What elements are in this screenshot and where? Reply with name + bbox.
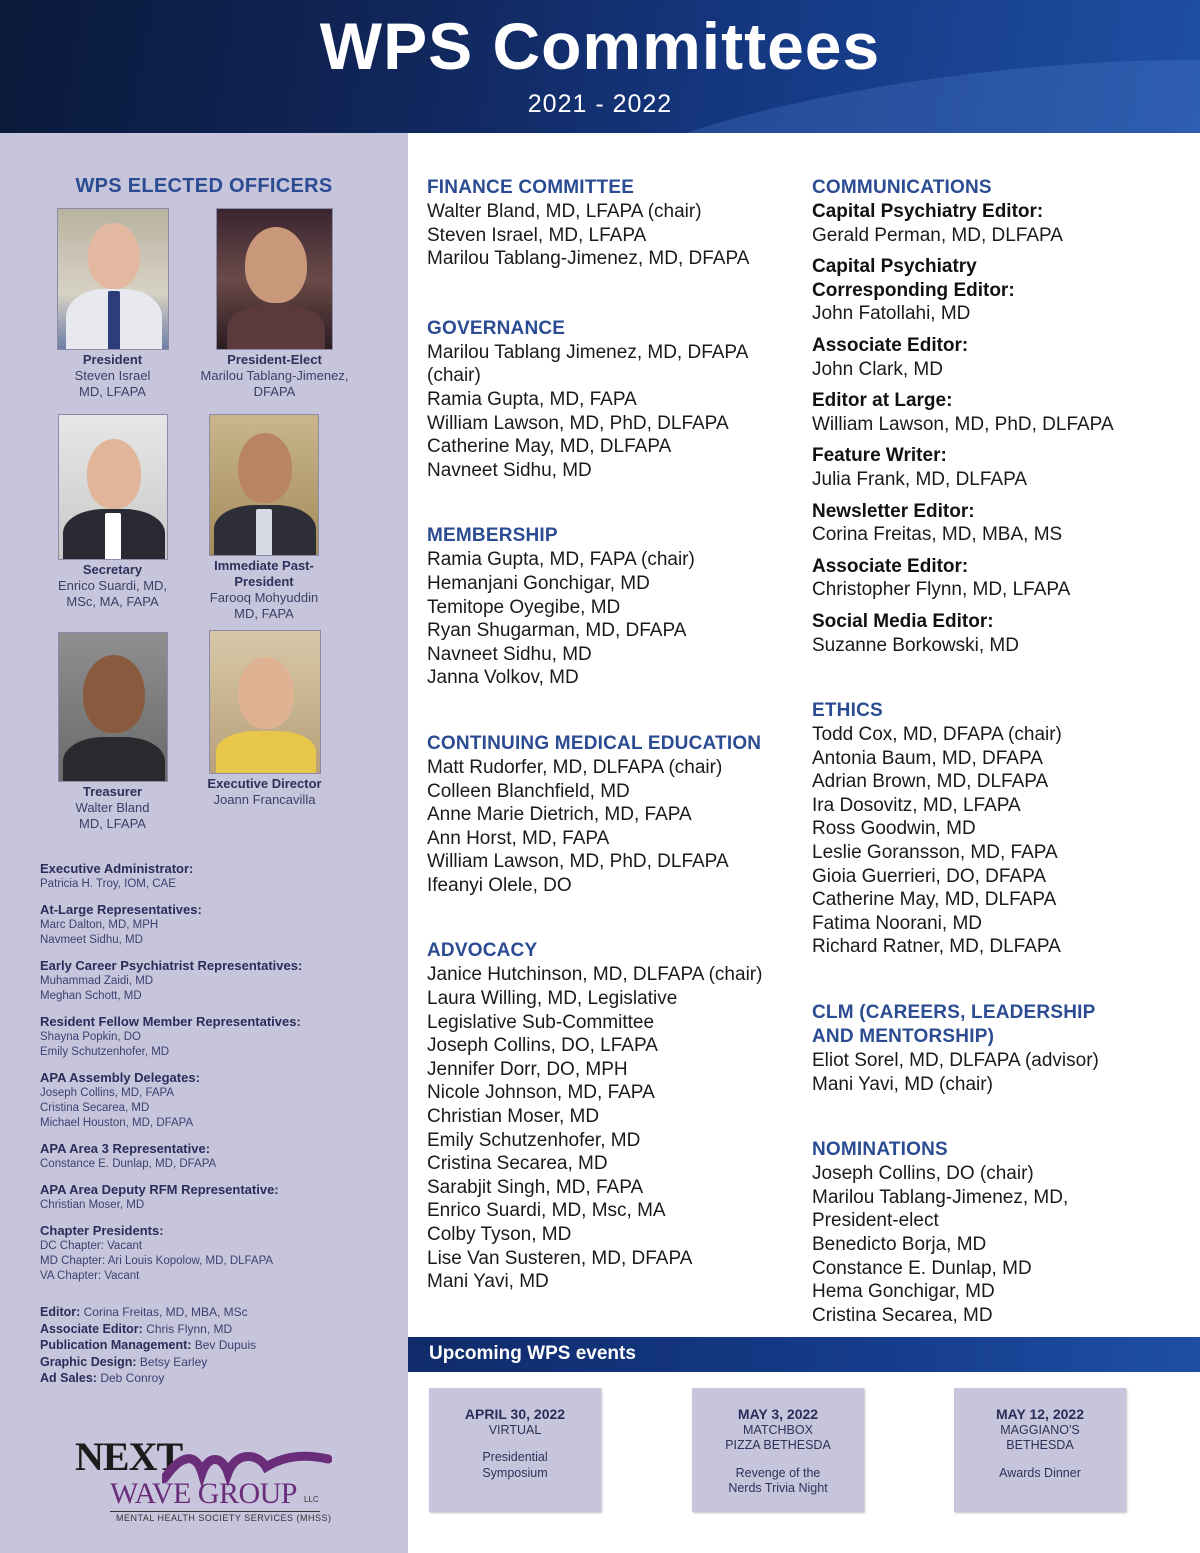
executive-director-name: Joann Francavilla — [213, 792, 316, 807]
committee-member: Ramia Gupta, MD, FAPA — [427, 388, 637, 410]
rep-group — [40, 1223, 400, 1284]
rep-name: Muhammad Zaidi, MD — [40, 975, 154, 987]
credit-publication-management: Publication Management: Bev Dupuis — [40, 1338, 257, 1352]
comm-role-label: Editor at Large: — [812, 390, 953, 412]
comm-role-name: Gerald Perman, MD, DLFAPA — [812, 224, 1063, 246]
executive-director-role: Executive Director — [207, 776, 322, 791]
committee-member: Navneet Sidhu, MD — [427, 643, 592, 665]
secretary-credentials: MSc, MA, FAPA — [66, 594, 159, 609]
logo-tagline: MENTAL HEALTH SOCIETY SERVICES (MHSS) — [116, 1513, 332, 1523]
rep-name: Emily Schutzenhofer, MD — [40, 1046, 170, 1058]
rep-group — [40, 1014, 400, 1060]
committee-member: Richard Ratner, MD, DLFAPA — [812, 936, 1061, 958]
committee-heading: CLM (CAREERS, LEADERSHIP AND MENTORSHIP) — [812, 1002, 1096, 1048]
past-president-photo — [209, 414, 319, 556]
event-venue: BETHESDA — [1006, 1438, 1074, 1452]
event-venue: MATCHBOX — [743, 1422, 813, 1437]
event-description: Nerds Trivia Night — [728, 1481, 828, 1495]
committee-member: Emily Schutzenhofer, MD — [427, 1129, 641, 1151]
treasurer-name: Walter Bland — [75, 800, 150, 815]
committee-member: Joseph Collins, DO (chair) — [812, 1163, 1034, 1185]
comm-role-label: Capital Psychiatry Corresponding Editor: — [812, 256, 1015, 301]
representatives-list — [40, 861, 400, 1387]
committee-member: President-elect — [812, 1210, 939, 1232]
comm-role-name: William Lawson, MD, PhD, DLFAPA — [812, 413, 1114, 435]
credit-associate-editor: Associate Editor: Chris Flynn, MD — [40, 1321, 233, 1336]
event-card — [429, 1388, 601, 1512]
committee-member: Jennifer Dorr, DO, MPH — [427, 1058, 628, 1080]
comm-role-label: Capital Psychiatry Editor: — [812, 201, 1044, 222]
president-role: President — [82, 352, 143, 367]
committee-member: Walter Bland, MD, LFAPA (chair) — [427, 201, 702, 222]
rep-name: Navmeet Sidhu, MD — [40, 934, 143, 946]
event-card — [954, 1388, 1126, 1512]
committee-member: Joseph Collins, DO, LFAPA — [427, 1035, 658, 1057]
committee-member: Antonia Baum, MD, DFAPA — [812, 747, 1043, 769]
committees-column-1 — [427, 176, 797, 1318]
rep-group — [40, 1070, 400, 1131]
president-elect-photo — [216, 208, 333, 350]
rep-group — [40, 902, 400, 948]
committee-member: Janice Hutchinson, MD, DLFAPA (chair) — [427, 964, 763, 986]
event-description: Awards Dinner — [999, 1465, 1081, 1480]
logo-llc: LLC — [304, 1495, 319, 1504]
rep-name: Joseph Collins, MD, FAPA — [40, 1087, 175, 1099]
committee-member: Marilou Tablang Jimenez, MD, DFAPA — [427, 341, 749, 363]
rep-group — [40, 1182, 400, 1213]
officers-heading: WPS ELECTED OFFICERS — [75, 175, 333, 197]
president-elect-credentials: DFAPA — [253, 384, 296, 399]
event-venue: MAGGIANO'S — [1000, 1422, 1080, 1437]
event-description: Revenge of the — [735, 1465, 821, 1480]
comm-role — [812, 389, 1192, 436]
credit-ad-sales: Ad Sales: Deb Conroy — [40, 1371, 165, 1385]
comm-role — [812, 255, 1192, 326]
committee-advocacy — [427, 939, 797, 1293]
comm-role — [812, 334, 1192, 381]
events-title: Upcoming WPS events — [429, 1343, 636, 1364]
secretary-role: Secretary — [82, 562, 143, 577]
committee-heading: MEMBERSHIP — [427, 525, 558, 547]
committee-member: Fatima Noorani, MD — [812, 912, 982, 934]
rep-name: Constance E. Dunlap, MD, DFAPA — [40, 1158, 217, 1170]
treasurer-role: Treasurer — [82, 784, 143, 799]
committee-member: Catherine May, MD, DLFAPA — [427, 436, 672, 458]
committee-ethics — [812, 699, 1192, 959]
rep-name: Christian Moser, MD — [40, 1199, 145, 1211]
committee-member: Leslie Goransson, MD, FAPA — [812, 842, 1058, 864]
comm-role-label: Social Media Editor: — [812, 610, 994, 632]
sidebar — [0, 133, 408, 1553]
treasurer-photo — [58, 632, 168, 782]
committee-member: Mani Yavi, MD (chair) — [812, 1073, 993, 1095]
event-date: APRIL 30, 2022 — [464, 1406, 566, 1422]
committee-heading: ETHICS — [812, 700, 883, 722]
page-header — [0, 0, 1200, 133]
rep-title: APA Area 3 Representative: — [40, 1141, 211, 1156]
comm-role-name: Corina Freitas, MD, MBA, MS — [812, 524, 1063, 546]
officer-past-president — [195, 414, 333, 622]
officer-president-elect — [192, 208, 357, 400]
rep-title: APA Area Deputy RFM Representative: — [40, 1182, 279, 1197]
committee-member: Navneet Sidhu, MD — [427, 459, 592, 481]
rep-group — [40, 861, 400, 892]
rep-title: Executive Administrator: — [40, 861, 194, 876]
rep-name: Meghan Schott, MD — [40, 990, 142, 1002]
committee-member: Nicole Johnson, MD, FAPA — [427, 1082, 655, 1104]
secretary-name: Enrico Suardi, MD, — [57, 578, 168, 593]
committee-member: Laura Willing, MD, Legislative — [427, 988, 678, 1010]
committee-member: Ira Dosovitz, MD, LFAPA — [812, 794, 1021, 816]
rep-title: Early Career Psychiatrist Representatives: — [40, 958, 303, 973]
executive-director-photo — [209, 630, 321, 774]
committee-member: Cristina Secarea, MD — [427, 1153, 608, 1175]
committee-communications — [812, 176, 1192, 657]
comm-role — [812, 500, 1192, 547]
events-area — [408, 1372, 1200, 1553]
committee-member: Mani Yavi, MD — [427, 1271, 549, 1293]
committee-clm — [812, 1001, 1192, 1096]
committee-member: Colby Tyson, MD — [427, 1224, 572, 1245]
committee-member: Temitope Oyegibe, MD — [427, 596, 621, 618]
president-name: Steven Israel — [74, 368, 151, 383]
committee-member: Benedicto Borja, MD — [812, 1234, 987, 1255]
committee-member: Gioia Guerrieri, DO, DFAPA — [812, 865, 1047, 887]
rep-group — [40, 1141, 400, 1172]
credit-graphic-design: Graphic Design: Betsy Earley — [40, 1354, 208, 1369]
comm-role-label: Associate Editor: — [812, 555, 969, 577]
officer-secretary — [40, 414, 185, 610]
comm-role-label: Newsletter Editor: — [812, 500, 975, 522]
comm-role — [812, 444, 1192, 491]
committee-member: Catherine May, MD, DLFAPA — [812, 889, 1057, 911]
committee-member: (chair) — [427, 365, 481, 387]
rep-name: Patricia H. Troy, IOM, CAE — [40, 878, 176, 890]
page-title: WPS Committees — [319, 9, 881, 83]
rep-group — [40, 958, 400, 1004]
past-president-name: Farooq Mohyuddin — [209, 590, 319, 605]
committee-member: Ross Goodwin, MD — [812, 818, 976, 840]
officer-treasurer — [40, 632, 185, 832]
rep-name: MD Chapter: Ari Louis Kopolow, MD, DLFAPA — [40, 1255, 274, 1267]
committee-member: Ann Horst, MD, FAPA — [427, 827, 610, 849]
committee-membership — [427, 524, 797, 690]
credit-editor: Editor: Corina Freitas, MD, MBA, MSc — [40, 1305, 248, 1319]
event-description: Presidential — [482, 1450, 548, 1464]
past-president-role-1: Immediate Past- — [214, 558, 314, 573]
rep-name: DC Chapter: Vacant — [40, 1240, 143, 1252]
president-credentials: MD, LFAPA — [79, 384, 146, 399]
committee-member: William Lawson, MD, PhD, DLFAPA — [427, 851, 729, 873]
committee-governance — [427, 317, 797, 483]
rep-name: Marc Dalton, MD, MPH — [40, 919, 159, 931]
committee-member: Constance E. Dunlap, MD — [812, 1257, 1032, 1279]
logo-next: NEXT — [75, 1434, 183, 1479]
committee-member: Ramia Gupta, MD, FAPA (chair) — [427, 549, 695, 571]
committee-member: Marilou Tablang-Jimenez, MD, DFAPA — [427, 248, 750, 270]
comm-role-label: Feature Writer: — [812, 445, 947, 467]
committee-cme — [427, 732, 797, 898]
committee-heading: GOVERNANCE — [427, 317, 566, 339]
past-president-role-2: President — [234, 574, 294, 589]
committee-member: Enrico Suardi, MD, Msc, MA — [427, 1200, 666, 1222]
committee-member: Ifeanyi Olele, DO — [427, 874, 572, 896]
comm-role-name: John Clark, MD — [812, 358, 943, 380]
committee-member: Todd Cox, MD, DFAPA (chair) — [812, 724, 1062, 746]
committee-heading: CONTINUING MEDICAL EDUCATION — [427, 732, 762, 754]
comm-role-name: Julia Frank, MD, DLFAPA — [812, 468, 1028, 490]
committee-member: Cristina Secarea, MD — [812, 1304, 993, 1326]
past-president-credentials: MD, FAPA — [234, 606, 294, 621]
committee-member: Adrian Brown, MD, DLFAPA — [812, 771, 1049, 793]
committee-nominations — [812, 1138, 1192, 1327]
treasurer-credentials: MD, LFAPA — [79, 816, 146, 831]
rep-name: Shayna Popkin, DO — [40, 1031, 142, 1043]
president-elect-role: President-Elect — [227, 352, 322, 367]
event-venue: VIRTUAL — [488, 1422, 542, 1437]
president-photo — [57, 208, 169, 350]
secretary-photo — [58, 414, 168, 560]
comm-role-name: Suzanne Borkowski, MD — [812, 634, 1019, 656]
committee-member: Lise Van Susteren, MD, DFAPA — [427, 1247, 693, 1269]
rep-name: Michael Houston, MD, DFAPA — [40, 1117, 194, 1129]
event-venue: PIZZA BETHESDA — [725, 1438, 831, 1452]
committee-member: Hemanjani Gonchigar, MD — [427, 572, 650, 594]
page-years: 2021 - 2022 — [527, 90, 673, 118]
committee-member: Colleen Blanchfield, MD — [427, 780, 630, 802]
committee-member: William Lawson, MD, PhD, DLFAPA — [427, 412, 729, 434]
rep-title: Resident Fellow Member Representatives: — [40, 1014, 301, 1029]
rep-title: Chapter Presidents: — [40, 1223, 164, 1238]
committee-heading: NOMINATIONS — [812, 1139, 948, 1161]
rep-title: APA Assembly Delegates: — [40, 1070, 200, 1085]
committee-member: Legislative Sub-Committee — [427, 1011, 655, 1033]
next-wave-group-logo — [70, 1433, 340, 1529]
event-date: MAY 3, 2022 — [737, 1406, 819, 1422]
comm-role-label: Associate Editor: — [812, 334, 969, 356]
logo-wave-group: WAVE GROUP — [110, 1477, 297, 1510]
officer-president — [40, 208, 185, 400]
comm-role-name: John Fatollahi, MD — [812, 303, 971, 325]
comm-role-name: Christopher Flynn, MD, LFAPA — [812, 579, 1071, 601]
committee-member: Hema Gonchigar, MD — [812, 1281, 995, 1303]
comm-role — [812, 555, 1192, 602]
event-date: MAY 12, 2022 — [996, 1406, 1084, 1422]
committee-member: Anne Marie Dietrich, MD, FAPA — [427, 804, 692, 826]
committee-member: Sarabjit Singh, MD, FAPA — [427, 1176, 644, 1198]
committee-member: Matt Rudorfer, MD, DLFAPA (chair) — [427, 756, 723, 778]
committee-member: Eliot Sorel, MD, DLFAPA (advisor) — [812, 1050, 1099, 1072]
committee-finance — [427, 176, 797, 271]
comm-role — [812, 200, 1192, 247]
committee-heading: COMMUNICATIONS — [812, 177, 992, 198]
officer-executive-director — [192, 630, 337, 808]
committee-heading: FINANCE COMMITTEE — [427, 177, 635, 198]
president-elect-name: Marilou Tablang-Jimenez, — [200, 368, 349, 383]
event-card — [692, 1388, 864, 1512]
committee-member: Janna Volkov, MD — [427, 667, 579, 689]
rep-title: At-Large Representatives: — [40, 902, 202, 917]
committees-column-2 — [812, 176, 1192, 1351]
committee-member: Christian Moser, MD — [427, 1106, 600, 1128]
committee-member: Ryan Shugarman, MD, DFAPA — [427, 620, 687, 642]
rep-name: Cristina Secarea, MD — [40, 1102, 150, 1114]
committee-member: Marilou Tablang-Jimenez, MD, — [812, 1186, 1069, 1208]
rep-name: VA Chapter: Vacant — [40, 1270, 140, 1282]
events-bar — [408, 1337, 1200, 1372]
committee-member: Steven Israel, MD, LFAPA — [427, 224, 647, 246]
comm-role — [812, 610, 1192, 657]
committee-heading: ADVOCACY — [427, 940, 538, 962]
event-description: Symposium — [482, 1465, 548, 1480]
